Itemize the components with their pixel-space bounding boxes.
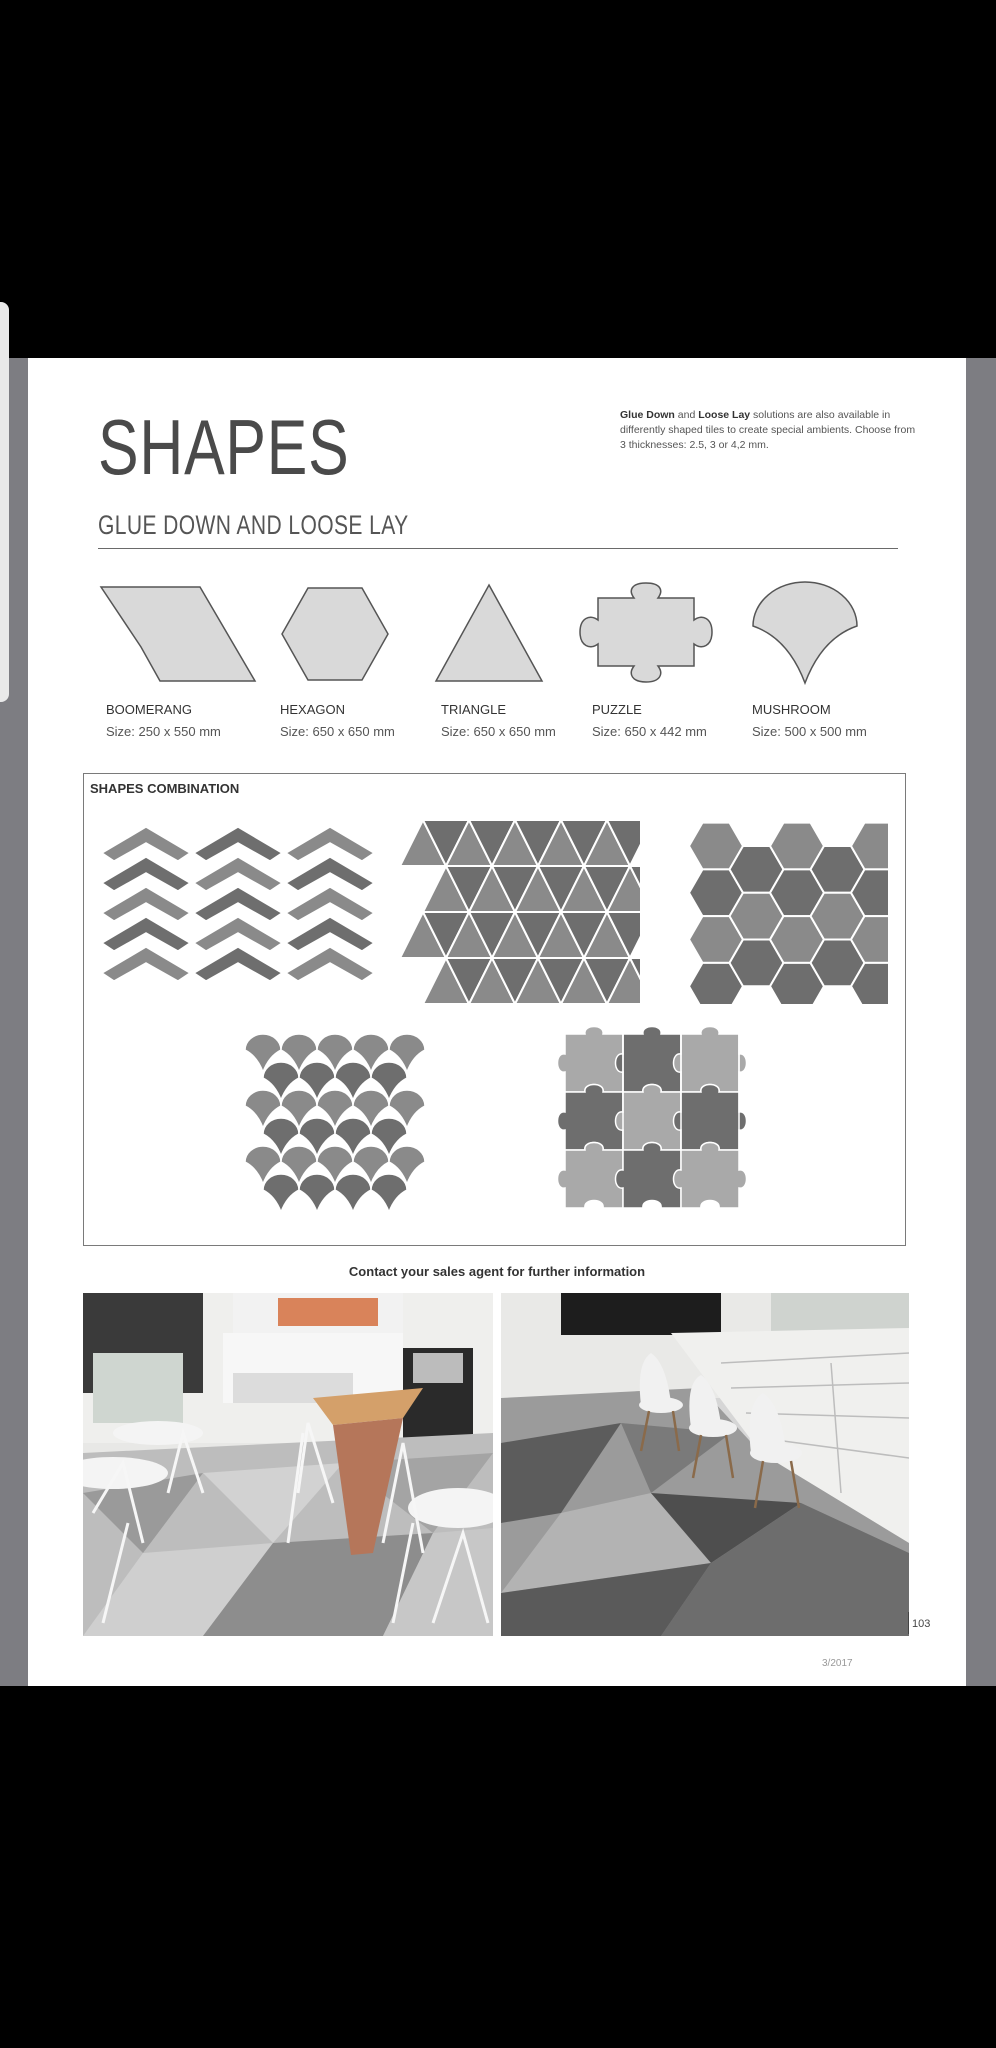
shape-label-triangle: TRIANGLE xyxy=(441,702,507,717)
boomerang-tile xyxy=(286,917,374,951)
catalog-page xyxy=(28,358,966,1686)
catalog-date: 3/2017 xyxy=(822,1658,853,1669)
puzzle-tile xyxy=(674,1022,747,1092)
hexagon-pattern xyxy=(688,820,888,1004)
boomerang-tile xyxy=(286,947,374,981)
boomerang-tile xyxy=(194,947,282,981)
page-title: SHAPES xyxy=(98,403,350,491)
right-background-strip xyxy=(966,358,996,1686)
cafe-interior-photo xyxy=(83,1293,493,1636)
boomerang-tile xyxy=(102,947,190,981)
boomerang-tile xyxy=(286,857,374,891)
boomerang-tile xyxy=(102,887,190,921)
boomerang-tile xyxy=(286,887,374,921)
shape-label-hexagon: HEXAGON xyxy=(280,702,346,717)
intro-bold-loose-lay: Loose Lay xyxy=(698,409,751,421)
page-subtitle: GLUE DOWN AND LOOSE LAY xyxy=(98,510,409,540)
shape-label-puzzle: PUZZLE xyxy=(592,702,642,717)
boomerang-tile xyxy=(194,887,282,921)
shape-size-mushroom: Size: 500 x 500 mm xyxy=(752,724,867,739)
puzzle-pattern xyxy=(553,1022,751,1218)
puzzle-shape-icon xyxy=(576,580,720,686)
office-interior-photo xyxy=(501,1293,909,1636)
shape-label-boomerang: BOOMERANG xyxy=(106,702,192,717)
shapes-combination-title: SHAPES COMBINATION xyxy=(90,781,240,796)
page-number: 103 xyxy=(912,1618,931,1630)
boomerang-pattern xyxy=(98,823,388,1003)
contact-note: Contact your sales agent for further information xyxy=(348,1264,646,1279)
shape-size-puzzle: Size: 650 x 442 mm xyxy=(592,724,707,739)
page-number-divider xyxy=(908,1612,909,1634)
mushroom-tile xyxy=(263,1174,299,1212)
boomerang-tile xyxy=(194,917,282,951)
shape-size-hexagon: Size: 650 x 650 mm xyxy=(280,724,395,739)
shape-label-mushroom: MUSHROOM xyxy=(752,702,831,717)
mushroom-shape-icon xyxy=(750,580,860,686)
boomerang-shape-icon xyxy=(98,584,258,684)
boomerang-tile xyxy=(194,827,282,861)
triangle-shape-icon xyxy=(433,582,545,684)
mushroom-tile xyxy=(371,1174,407,1212)
hexagon-shape-icon xyxy=(280,586,390,682)
intro-text xyxy=(620,408,920,453)
shape-size-boomerang: Size: 250 x 550 mm xyxy=(106,724,221,739)
intro-and: and xyxy=(674,409,699,421)
boomerang-tile xyxy=(194,857,282,891)
title-divider xyxy=(98,548,898,549)
mushroom-pattern xyxy=(243,1028,433,1216)
boomerang-tile xyxy=(286,827,374,861)
mushroom-tile xyxy=(335,1174,371,1212)
boomerang-tile xyxy=(102,857,190,891)
intro-bold-glue-down: Glue Down xyxy=(620,409,675,421)
shape-size-triangle: Size: 650 x 650 mm xyxy=(441,724,556,739)
boomerang-tile xyxy=(102,827,190,861)
intro-rest: solutions are also available in differently shaped tiles to create special ambients. Choose from 3 thicknesses: 2.5, 3 or 4,2 mm. xyxy=(620,409,916,451)
screen-edge-handle[interactable] xyxy=(0,302,9,702)
boomerang-tile xyxy=(102,917,190,951)
triangle-pattern xyxy=(400,820,640,1006)
mushroom-tile xyxy=(299,1174,335,1212)
